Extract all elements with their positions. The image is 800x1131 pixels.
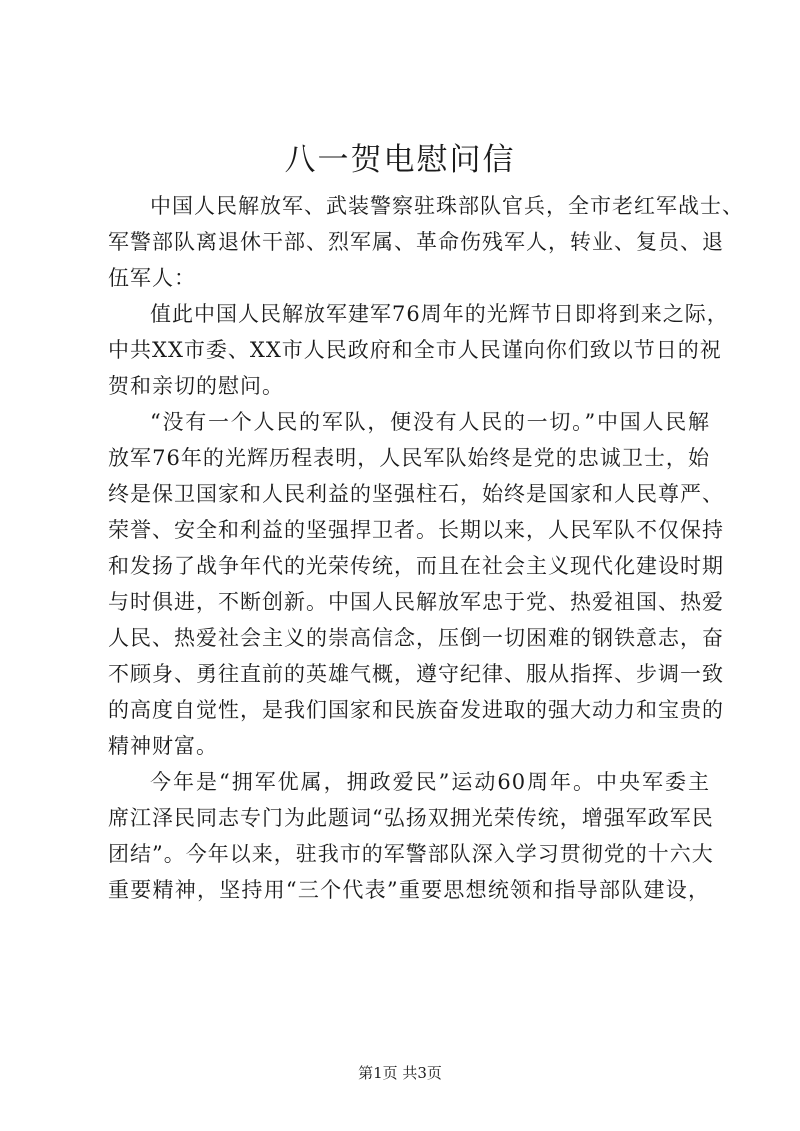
document-title: 八一贺电慰问信 <box>284 142 516 178</box>
body-line: 团结”。今年以来，驻我市的军警部队深入学习贯彻党的十六大 <box>108 842 714 866</box>
body-line: 今年是“拥军优属，拥政爱民”运动60周年。中央军委主 <box>150 770 710 794</box>
body-line: 放军76年的光辉历程表明，人民军队始终是党的忠诚卫士，始 <box>108 446 710 470</box>
body-line: 的高度自觉性，是我们国家和民族奋发进取的强大动力和宝贵的 <box>108 698 724 722</box>
body-line: 荣誉、安全和利益的坚强捍卫者。长期以来，人民军队不仅保持 <box>108 518 724 542</box>
body-line: 和发扬了战争年代的光荣传统，而且在社会主义现代化建设时期 <box>108 554 724 578</box>
body-line: 中共XX市委、XX市人民政府和全市人民谨向你们致以节日的祝 <box>108 338 722 362</box>
body-line: 精神财富。 <box>108 734 218 758</box>
body-line: 人民、热爱社会主义的崇高信念，压倒一切困难的钢铁意志，奋 <box>108 626 724 650</box>
body-line: 贺和亲切的慰问。 <box>108 374 284 398</box>
document-body <box>108 188 744 908</box>
page-number-footer: 第1页 共3页 <box>358 1064 442 1082</box>
body-line: 伍军人： <box>108 266 196 290</box>
body-line: 值此中国人民解放军建军76周年的光辉节日即将到来之际， <box>150 302 729 326</box>
body-line: 中国人民解放军、武装警察驻珠部队官兵，全市老红军战士、 <box>150 194 744 218</box>
body-line: 与时俱进，不断创新。中国人民解放军忠于党、热爱祖国、热爱 <box>108 590 724 614</box>
body-line: 军警部队离退休干部、烈军属、革命伤残军人，转业、复员、退 <box>108 230 724 254</box>
body-line: 不顾身、勇往直前的英雄气概，遵守纪律、服从指挥、步调一致 <box>108 662 724 686</box>
body-line: “没有一个人民的军队，便没有人民的一切。”中国人民解 <box>150 410 710 434</box>
body-line: 终是保卫国家和人民利益的坚强柱石，始终是国家和人民尊严、 <box>108 482 724 506</box>
body-line: 席江泽民同志专门为此题词“弘扬双拥光荣传统，增强军政军民 <box>108 806 714 830</box>
body-line: 重要精神，坚持用“三个代表”重要思想统领和指导部队建设， <box>108 878 710 902</box>
